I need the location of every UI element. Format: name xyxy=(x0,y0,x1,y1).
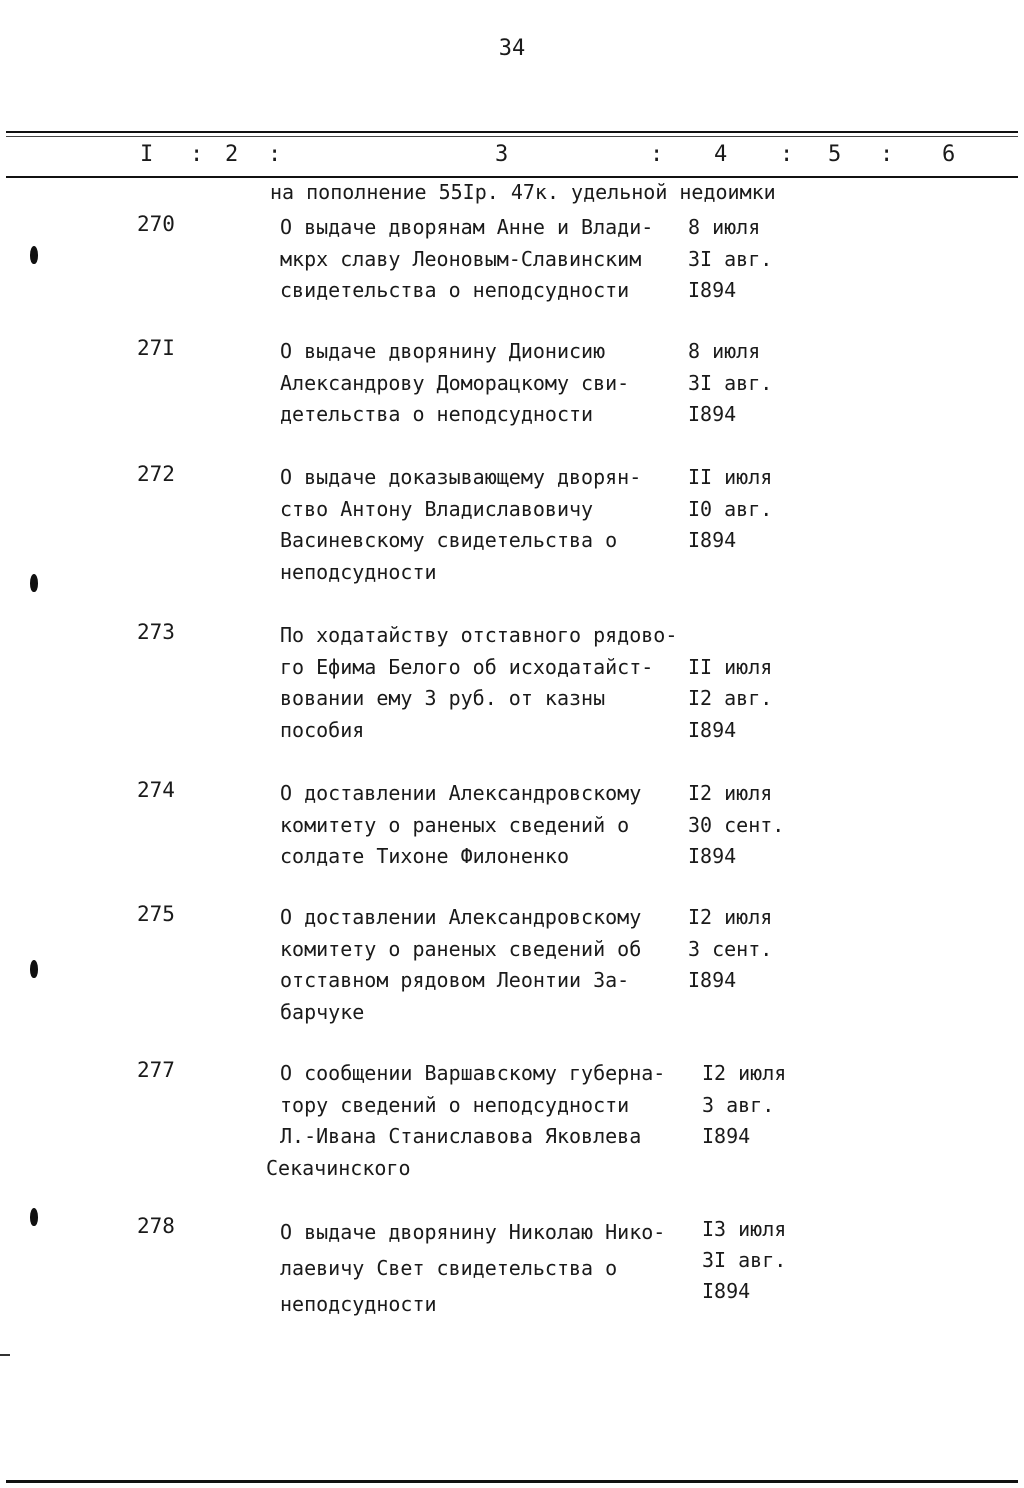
column-header-1: I xyxy=(140,142,154,167)
date-end: 3I авг. xyxy=(702,1248,787,1272)
bottom-rule xyxy=(6,1480,1018,1483)
column-separator: : xyxy=(780,142,794,167)
entry-description xyxy=(280,1214,665,1322)
column-separator: : xyxy=(268,142,282,167)
entry-dates xyxy=(688,336,772,431)
date-year: I894 xyxy=(702,1279,751,1303)
entry-description xyxy=(280,778,641,873)
date-year: I894 xyxy=(688,844,737,868)
column-separator: : xyxy=(880,142,894,167)
continuation-line: на пополнение 55Iр. 47к. удельной недоимки xyxy=(270,180,776,204)
date-start: I2 июля xyxy=(688,905,773,929)
entry-description xyxy=(280,336,629,431)
entry-dates xyxy=(688,212,772,307)
description-line: тору сведений о неподсудности xyxy=(280,1092,630,1117)
entry-dates xyxy=(688,902,772,997)
entry-description xyxy=(266,1058,666,1184)
description-line: По ходатайству отставного рядово- xyxy=(280,623,678,647)
description-line: О доставлении Александровскому xyxy=(280,905,642,929)
entry-dates xyxy=(688,620,772,746)
date-year: I894 xyxy=(688,528,737,552)
page-number: 34 xyxy=(498,36,526,61)
description-line: пособия xyxy=(280,717,365,742)
description-line: Васиневскому свидетельства о xyxy=(280,528,618,552)
column-header-6: 6 xyxy=(942,142,956,167)
top-rule-thin xyxy=(6,136,1018,137)
date-end: I2 авг. xyxy=(688,686,773,710)
date-year: I894 xyxy=(688,278,737,302)
date-start: 8 июля xyxy=(688,339,761,363)
entry-number: 277 xyxy=(137,1058,175,1082)
date-start: II июля xyxy=(688,654,773,679)
description-line: О сообщении Варшавскому губерна- xyxy=(280,1061,666,1085)
entry-number: 27I xyxy=(137,336,175,360)
entry-number: 275 xyxy=(137,902,175,926)
description-line: лаевичу Свет свидетельства о xyxy=(280,1256,618,1280)
description-line: свидетельства о неподсудности xyxy=(280,278,630,302)
binding-hole xyxy=(30,1208,38,1226)
date-end: 3I авг. xyxy=(688,370,773,395)
date-start: I2 июля xyxy=(702,1061,787,1085)
description-line: го Ефима Белого об исходатайст- xyxy=(280,654,654,679)
entry-number: 274 xyxy=(137,778,175,802)
description-line: О выдаче дворянам Анне и Влади- xyxy=(280,215,654,239)
description-line: солдате Тихоне Филоненко xyxy=(280,844,569,868)
date-end: 30 сент. xyxy=(688,812,785,837)
description-line: ство Антону Владиславовичу xyxy=(280,496,594,521)
description-line: комитету о раненых сведений об xyxy=(280,936,642,961)
date-blank xyxy=(688,620,772,652)
description-line: мкрх славу Леоновым-Славинским xyxy=(280,246,642,271)
date-year: I894 xyxy=(688,968,737,992)
entry-dates xyxy=(688,778,784,873)
date-start: I3 июля xyxy=(702,1217,787,1241)
entry-description xyxy=(280,462,641,588)
description-line: Секачинского xyxy=(266,1155,411,1180)
date-year: I894 xyxy=(702,1124,751,1148)
entry-description xyxy=(280,620,677,746)
date-year: I894 xyxy=(688,717,737,742)
entry-description xyxy=(280,902,641,1028)
column-separator: : xyxy=(650,142,664,167)
date-start: I2 июля xyxy=(688,781,773,805)
entry-description xyxy=(280,212,653,307)
edge-mark xyxy=(0,1354,10,1356)
description-line: барчуке xyxy=(280,999,365,1024)
binding-hole xyxy=(30,960,38,978)
date-year: I894 xyxy=(688,402,737,426)
entry-dates xyxy=(688,462,772,557)
column-header-3: 3 xyxy=(495,142,509,167)
description-line: отставном рядовом Леонтии За- xyxy=(280,968,630,992)
description-line: О доставлении Александровскому xyxy=(280,781,642,805)
header-rule xyxy=(6,176,1018,178)
binding-hole xyxy=(30,246,38,264)
date-end: 3I авг. xyxy=(688,246,773,271)
date-end: 3 сент. xyxy=(688,936,773,961)
binding-hole xyxy=(30,574,38,592)
description-line: Александрову Доморацкому сви- xyxy=(280,370,630,395)
description-line: вовании ему 3 руб. от казны xyxy=(280,686,606,710)
entry-number: 278 xyxy=(137,1214,175,1238)
entry-dates xyxy=(702,1058,786,1153)
description-line: неподсудности xyxy=(280,1292,437,1316)
description-line: комитету о раненых сведений о xyxy=(280,812,630,837)
column-header-5: 5 xyxy=(828,142,842,167)
description-line: О выдаче дворянину Дионисию xyxy=(280,339,606,363)
date-start: 8 июля xyxy=(688,215,761,239)
date-start: II июля xyxy=(688,465,773,489)
description-line: детельства о неподсудности xyxy=(280,402,594,426)
description-line: О выдаче доказывающему дворян- xyxy=(280,465,642,489)
top-rule xyxy=(6,131,1018,133)
entry-number: 272 xyxy=(137,462,175,486)
column-separator: : xyxy=(190,142,204,167)
entry-number: 273 xyxy=(137,620,175,644)
description-line: неподсудности xyxy=(280,559,437,584)
column-header-4: 4 xyxy=(714,142,728,167)
entry-dates xyxy=(702,1214,786,1307)
description-line: Л.-Ивана Станиславова Яковлева xyxy=(280,1124,642,1148)
date-end: I0 авг. xyxy=(688,496,773,521)
description-line: О выдаче дворянину Николаю Нико- xyxy=(280,1220,666,1244)
column-header-2: 2 xyxy=(225,142,239,167)
entry-number: 270 xyxy=(137,212,175,236)
date-end: 3 авг. xyxy=(702,1092,775,1117)
